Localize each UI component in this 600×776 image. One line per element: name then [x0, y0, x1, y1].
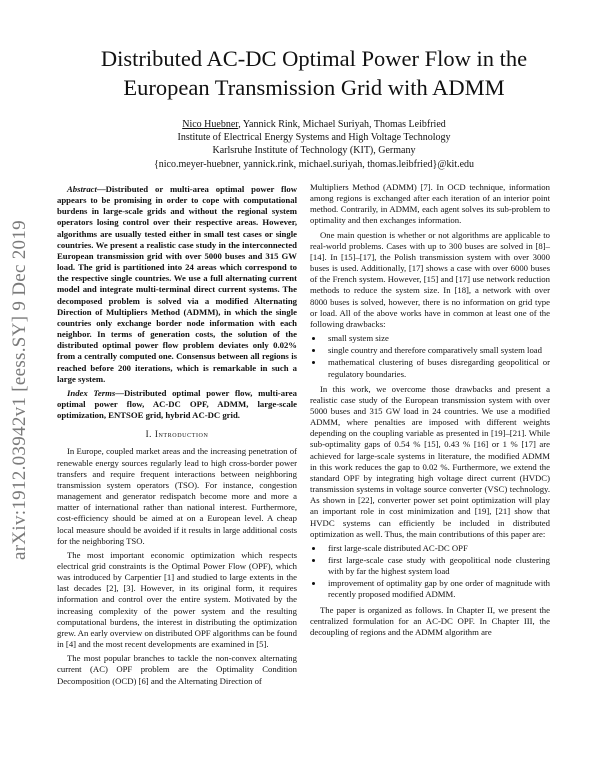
contributions-list — [310, 543, 550, 601]
list-item: • first large-scale distributed AC-DC OPF — [324, 543, 550, 554]
paper-title — [40, 44, 588, 102]
other-authors: , Yannick Rink, Michael Suriyah, Thomas Leibfried — [238, 119, 446, 130]
arxiv-identifier[interactable] — [4, 200, 36, 580]
list-item: • single country and therefore comparatively small system load — [324, 345, 550, 356]
author-block — [40, 118, 588, 171]
index-terms-text: —Distributed optimal power flow, multi-area optimal power flow, AC-DC OPF, ADMM, large-scale optimization, ENTSOE grid, hybrid AC-DC grid. — [57, 387, 298, 421]
intro-paragraph-6: The paper is organized as follows. In Chapter II, we present the centralized formulation for an AC-DC OPF. In Chapter III, the decoupling of regions and the ADMM algorithm are — [310, 604, 550, 637]
drawbacks-list — [310, 333, 550, 380]
intro-paragraph-3: The most popular branches to tackle the non-convex alternating current (AC) OPF problem are the Optimality Condition Decomposition (OCD) [6] and the Alternating Direction of — [57, 653, 297, 686]
abstract-label: Abstract — [67, 184, 97, 194]
intro-paragraph-4: One main question is whether or not algorithms are applicable to real-world problems. Cases with up to 300 buses are solved in [8]–[14]. In [15]–[17], the Polish transmission system with over 3000 buses is used. Additionally, [17] shows a case with over 6000 buses of the French system. However, [15] and [17] use network reduction methods to reduce the system size. In [18], a network with over 8000 buses is solved, however, there is no information on grid type or load. All of the above works have in common at least one of the following drawbacks: — [310, 229, 550, 329]
list-item: • first large-scale case study with geopolitical node clustering with by far the highest system load — [324, 555, 550, 577]
index-terms — [57, 388, 297, 421]
intro-paragraph-3-continued: Multipliers Method (ADMM) [7]. In OCD technique, information among regions is exchanged after each iteration of an interior point method. Contrarily, in ADMM, each agent solves its sub-problem to optimality and then exchanges information. — [310, 182, 550, 226]
title-line-2: European Transmission Grid with ADMM — [123, 75, 505, 100]
intro-paragraph-5: In this work, we overcome those drawbacks and present a realistic case study of the European transmission system with over 5000 buses and 315 GW load in 24 countries. We use a modified ADMM, where penalties are imposed with different weights depending on the coupling variable as presented in [19]–[21]. While sub-optimality gaps of 0.54 % [15], 0.43 % [16] or 1 % [17] are achieved for large-scale systems in literature, the modified ADMM in this work reduces the gap to 0.02 %. Furthermore, we extend the standard OPF by integrating high voltage direct current (HVDC) transmission systems in voltage source converter (VSC) technology. As shown in [22], converter power set point optimization will play an important role in cost minimization and [19], [21] show that HVDC systems can efficiently be included in distributed optimization as well. Thus, the main contributions of this paper are: — [310, 383, 550, 539]
list-item: • improvement of optimality gap by one order of magnitude with recently proposed modified ADMM. — [324, 578, 550, 600]
author-emails: {nico.meyer-huebner, yannick.rink, michael.suriyah, thomas.leibfried}@kit.edu — [153, 158, 475, 170]
first-author-link[interactable]: Nico Huebner — [182, 119, 239, 130]
abstract-text: —Distributed or multi-area optimal power flow appears to be promising in order to cope with computational burdens in large-scale grids and without the regional system operators losing control over their respective areas. However, algorithms are usually tested either in small test cases or single countries. We present a realistic case study in the interconnected European transmission grid with over 5000 buses and 315 GW load. The grid is partitioned into 24 areas which correspond to the respective single countries. We use a full alternating current model and integrate multi-terminal direct current systems. The decomposed problem is solved via a modified Alternating Direction of Multipliers Method (ADMM), in which the single countries only exchange border node information with each neighbor. In terms of generation costs, the solution of the distributed optimal power flow problem deviates only 0.02% from a centrally computed one. Consensus between all regions is reached before 200 iterations, which is remarkable in such a large system. — [57, 184, 297, 384]
section-heading-introduction: I. Introduction — [145, 429, 209, 440]
affiliation-line-2: Karlsruhe Institute of Technology (KIT), Germany — [212, 145, 416, 157]
author-names — [40, 118, 588, 131]
list-item: • small system size — [324, 333, 550, 344]
intro-paragraph-1: In Europe, coupled market areas and the increasing penetration of renewable energy sources regularly lead to high cross-border power transfers and require frequent interactions between neighboring transmission system operators (TSO). For instance, congestion management and generator redispatch become more and more a matter of international rather than national interest. Furthermore, cost-efficiency should be aimed at on a European level. A cheap local measure should be avoided if it results in large additional costs for the neighboring TSO. — [57, 446, 297, 546]
left-column — [57, 184, 297, 690]
intro-paragraph-2: The most important economic optimization which respects electrical grid constraints is the Optimal Power Flow (OPF), which was introduced by Carpentier [1] and studied to large extents in the last decades [2], [3]. However, in its original form, it requires information and control over the entire system. Motivated by the increasing complexity of the power system and the resulting computational burdens, the interest in distributing the optimization grew. An early overview on distributed OPF algorithms can be found in [4] and the most recent developments are examined in [5]. — [57, 549, 297, 650]
title-line-1: Distributed AC-DC Optimal Power Flow in the — [100, 46, 528, 71]
affiliation-line-1: Institute of Electrical Energy Systems and High Voltage Technology — [177, 132, 451, 144]
arxiv-identifier-text: arXiv:1912.03942v1 [eess.SY] 9 Dec 2019 — [9, 220, 30, 560]
abstract — [57, 184, 297, 385]
index-terms-label: Index Terms — [67, 387, 116, 398]
list-item: • mathematical clustering of buses disregarding geopolitical or regulatory boundaries. — [324, 357, 550, 379]
right-column — [310, 182, 550, 641]
